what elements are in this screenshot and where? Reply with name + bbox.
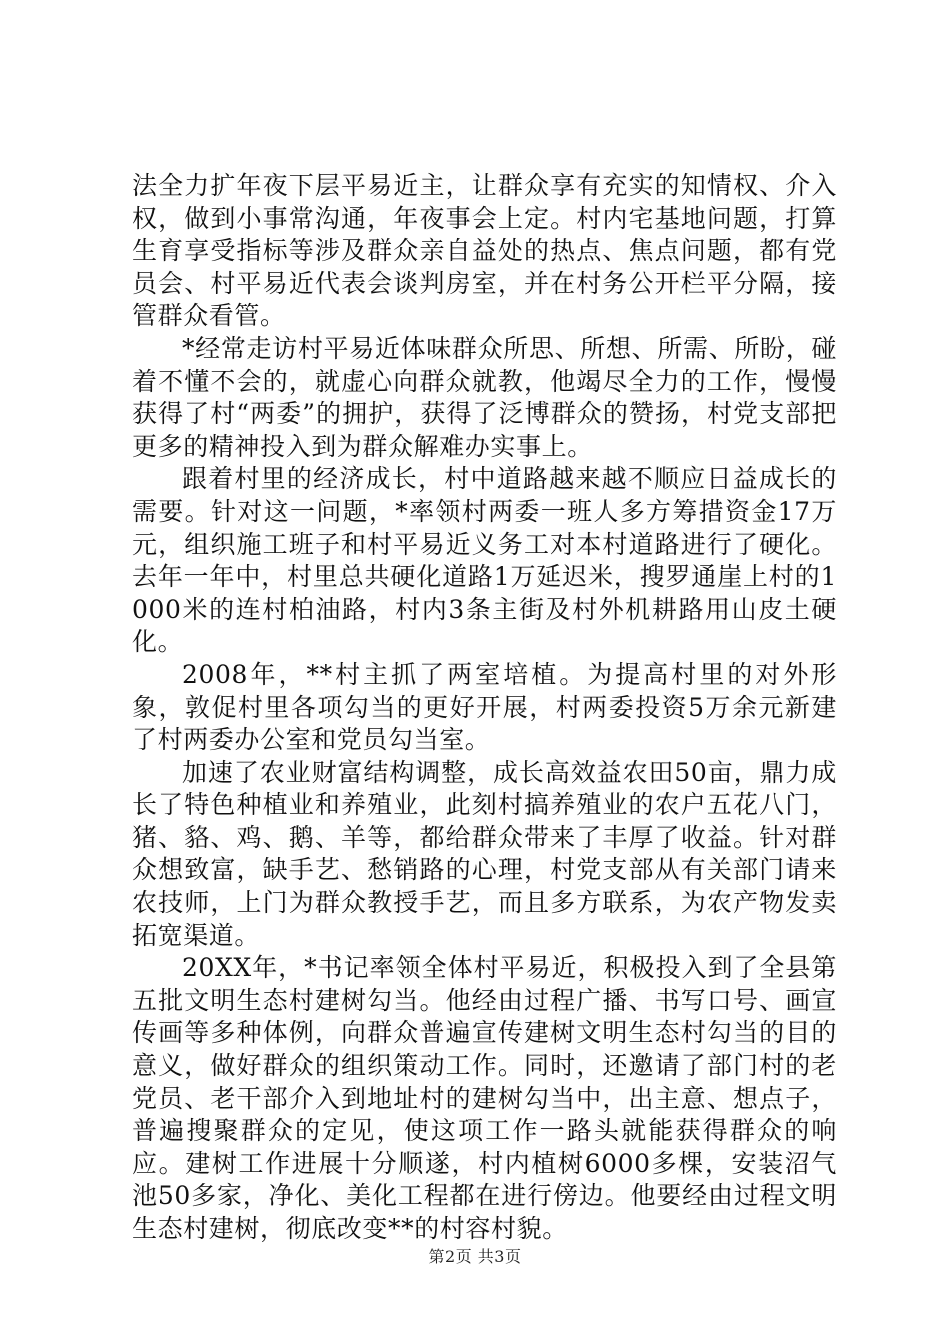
paragraph-6: 20XX年，*书记率领全体村平易近，积极投入到了全县第五批文明生态村建树勾当。他经由过程广播、书写口号、画宣传画等多种体例，向群众普遍宣传建树文明生态村勾当的目的意义，做好群众的组织策动工作。同时，还邀请了部门村的老党员、老干部介入到地址村的建树勾当中，出主意、想点子，普遍搜聚群众的定见，使这项工作一路头就能获得群众的响应。建树工作进展十分顺遂，村内植树6000多棵，安装沼气池50多家，净化、美化工程都在进行傍边。他要经由过程文明生态村建树，彻底改变**的村容村貌。 xyxy=(132,953,837,1243)
paragraph-2: *经常走访村平易近体味群众所思、所想、所需、所盼，碰着不懂不会的，就虚心向群众就教，他竭尽全力的工作，慢慢获得了村“两委”的拥护，获得了泛博群众的赞扬，村党支部把更多的精神投入到为群众解难办实事上。 xyxy=(132,333,837,461)
paragraph-3: 跟着村里的经济成长，村中道路越来越不顺应日益成长的需要。针对这一问题，*率领村两委一班人多方筹措资金17万元，组织施工班子和村平易近义务工对本村道路进行了硬化。去年一年中，村里总共硬化道路1万延迟米，搜罗通崖上村的1000米的连村柏油路，村内3条主街及村外机耕路用山皮土硬化。 xyxy=(132,464,837,657)
paragraph-1: 法全力扩年夜下层平易近主，让群众享有充实的知情权、介入权，做到小事常沟通，年夜事会上定。村内宅基地问题，打算生育享受指标等涉及群众亲自益处的热点、焦点问题，都有党员会、村平易近代表会谈判房室，并在村务公开栏平分隔，接管群众看管。 xyxy=(132,171,837,331)
paragraph-5: 加速了农业财富结构调整，成长高效益农田50亩，鼎力成长了特色种植业和养殖业，此刻村搞养殖业的农户五花八门，猪、貉、鸡、鹅、羊等，都给群众带来了丰厚了收益。针对群众想致富，缺手艺、愁销路的心理，村党支部从有关部门请来农技师，上门为群众教授手艺，而且多方联系，为农产物发卖拓宽渠道。 xyxy=(132,757,837,950)
paragraph-4: 2008年，**村主抓了两室培植。为提高村里的对外形象，敦促村里各项勾当的更好开展，村两委投资5万余元新建了村两委办公室和党员勾当室。 xyxy=(132,659,837,755)
page-number-footer: 第2页 共3页 xyxy=(428,1247,522,1266)
document-body xyxy=(132,170,837,1246)
